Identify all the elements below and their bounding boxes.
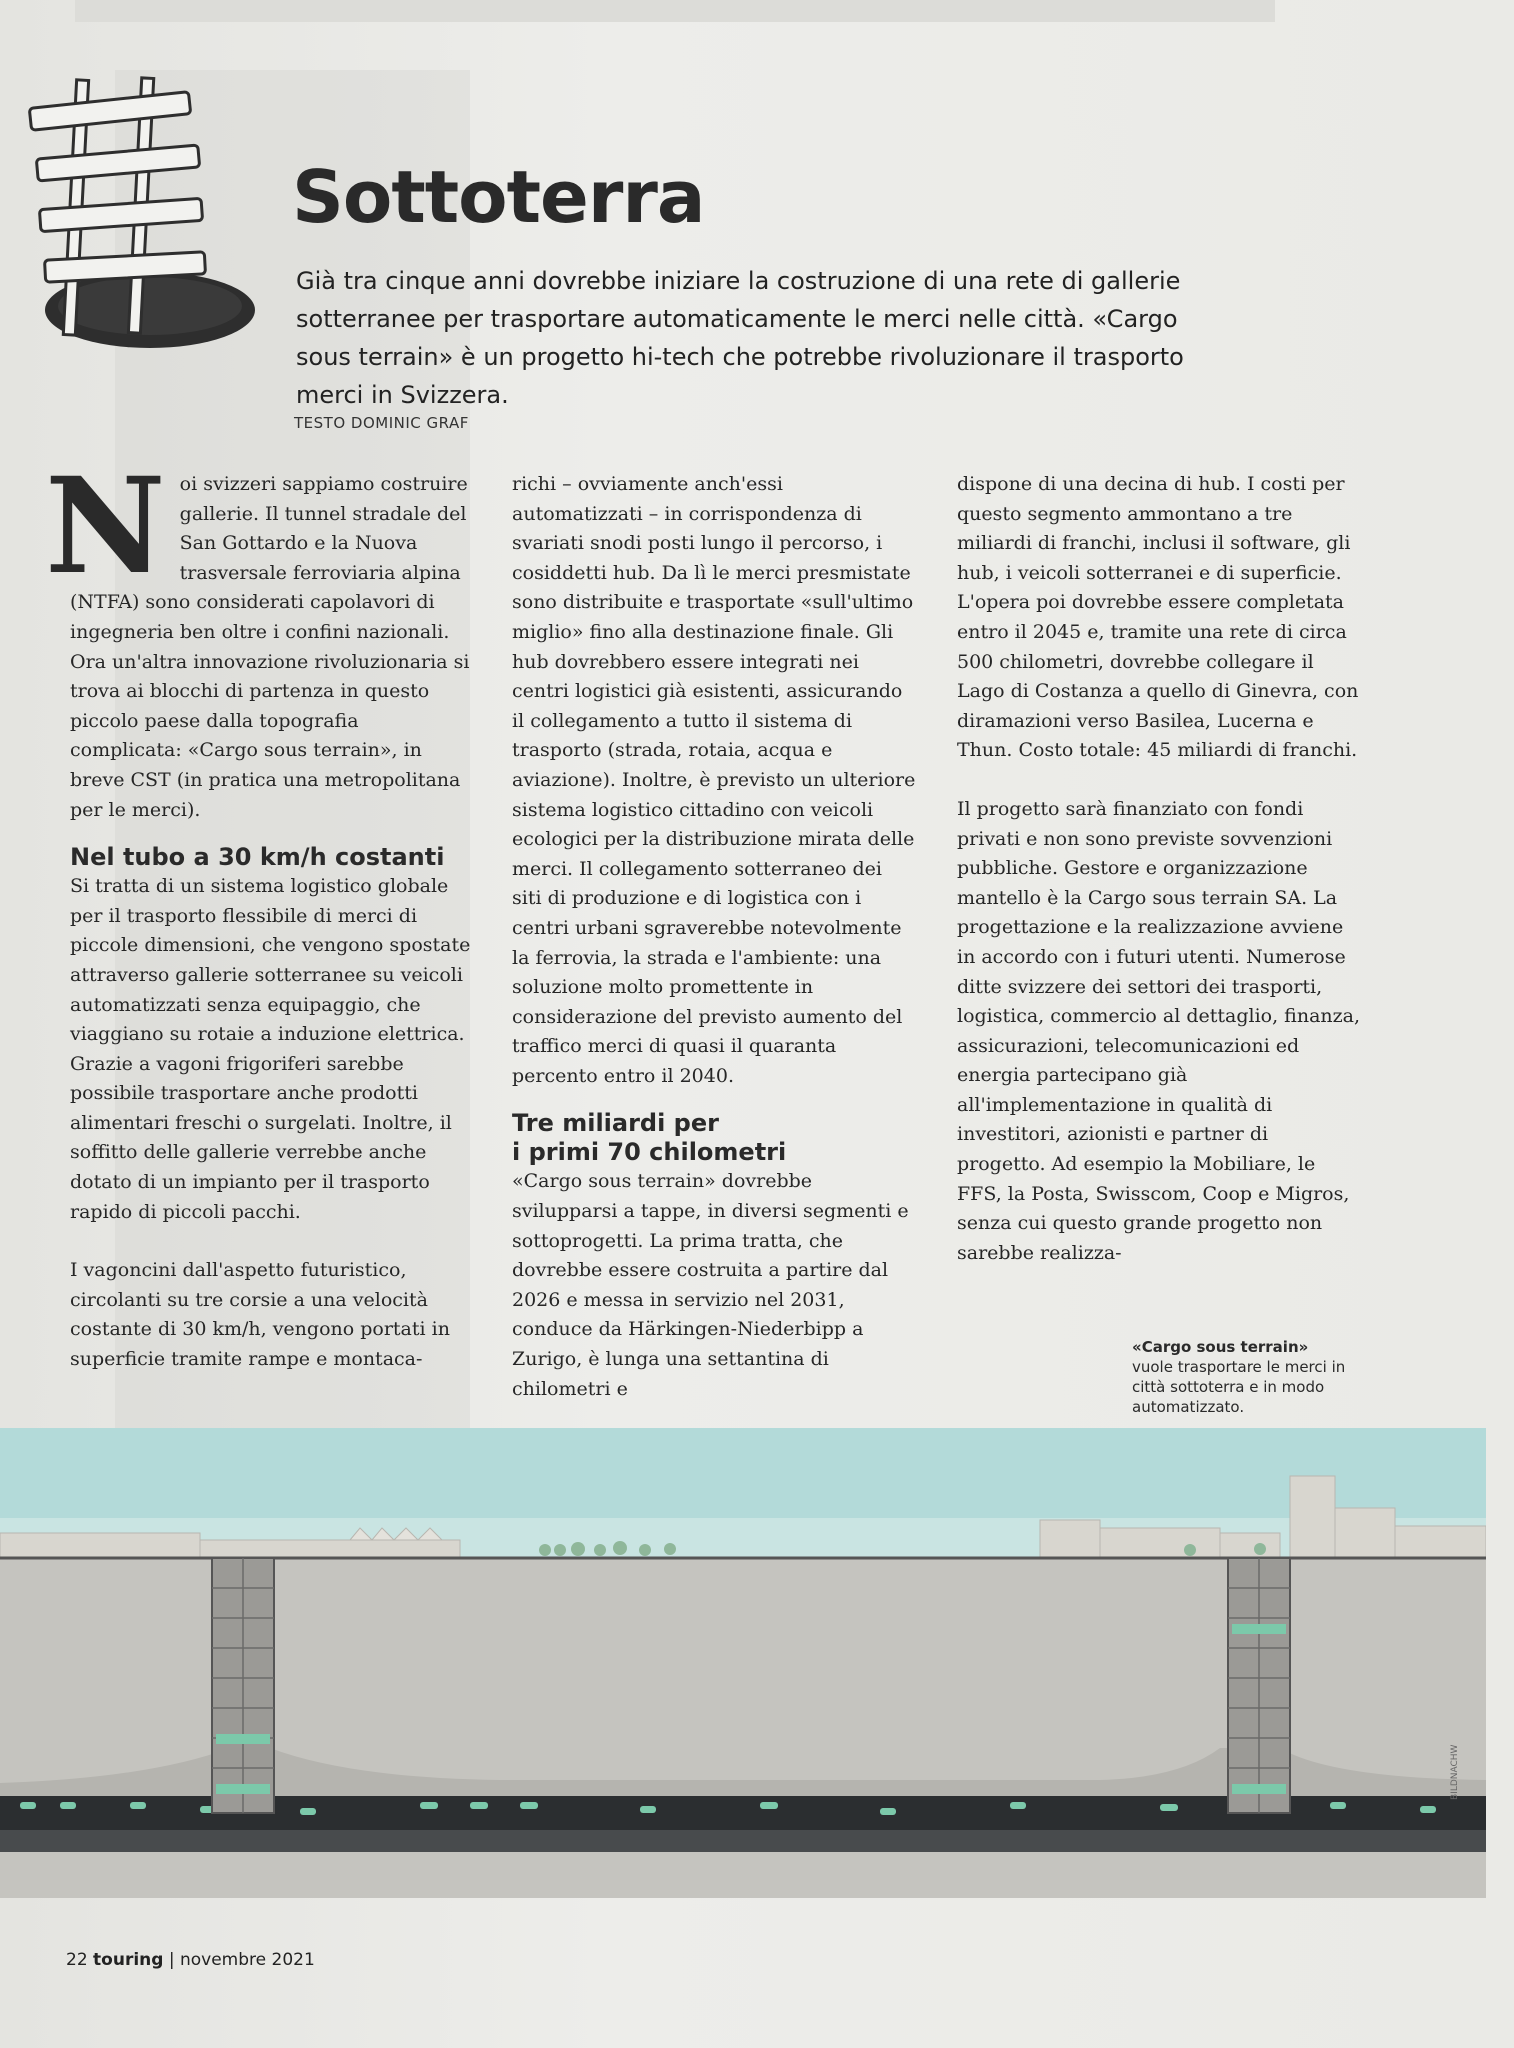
paragraph: richi – ovviamente anch'essi automatizzati – in corrispondenza di svariati snodi posti lungo il percorso, i cosiddetti hub. Da lì le merci presmistate sono distribuite e trasportate «sull'ultimo miglio» fino alla destinazione finale. Gli hub dovrebbero essere integrati nei centri logistici già esistenti, assicurando il collegamento a tutto il sistema di trasporto (strada, rotaia, acqua e aviazione). Inoltre, è previsto un ulteriore sistema logistico cittadino con veicoli ecologici per la distribuzione mirata delle merci. Il collegamento sotterraneo dei siti di produzione e di logistica con i centri urbani sgraverebbe notevolmente la ferrovia, la strada e l'ambiente: una soluzione molto promettente in considerazione del previsto aumento del traffico merci di quasi il quaranta percento entro il 2040.: [512, 473, 916, 1087]
photo-credit: BILDNACHW: [1450, 1744, 1460, 1800]
text-column-2: [512, 470, 917, 1404]
issue-date: novembre 2021: [179, 1950, 315, 1970]
caption-title: «Cargo sous terrain»: [1132, 1338, 1309, 1356]
paragraph: Il progetto sarà finanziato con fondi privati e non sono previste sovvenzioni pubbliche. Gestore e organizzazione mantello è la Cargo sous terrain SA. La progettazione e la realizzazione avviene in accordo con i futuri utenti. Numerose ditte svizzere dei settori dei trasporti, logistica, commercio al dettaglio, finanza, assicurazioni, telecomunicazioni ed energia partecipano già all'implementazione in qualità di investitori, azionisti e partner di progetto. Ad esempio la Mobiliare, le FFS, la Posta, Swisscom, Coop e Migros, senza cui questo grande progetto non sarebbe realizza-: [957, 797, 1361, 1264]
section-heading: [512, 1109, 917, 1167]
image-caption: [1132, 1337, 1352, 1417]
section-heading: Nel tubo a 30 km/h costanti: [70, 843, 445, 872]
page-footer: [66, 1950, 315, 1970]
article-lead: Già tra cinque anni dovrebbe iniziare la costruzione di una rete di gallerie sotterranee per trasportare automaticamente le merci nelle città. «Cargo sous terrain» è un progetto hi-tech che potrebbe rivoluzionare il trasporto merci in Svizzera.: [296, 267, 1184, 409]
rail-ladder-icon: [25, 70, 260, 360]
paragraph: [45, 449, 475, 825]
text-column-1: [45, 449, 475, 1375]
byline: TESTO DOMINIC GRAF: [294, 414, 469, 432]
paragraph: Si tratta di un sistema logistico globale per il trasporto flessibile di merci di piccole dimensioni, che vengono spostate attraverso gallerie sotterranee su veicoli automatizzati senza equipaggio, che viaggiano su rotaie a induzione elettrica. Grazie a vagoni frigoriferi sarebbe possibile trasportare anche prodotti alimentari freschi o surgelati. Inoltre, il soffitto delle gallerie verrebbe anche dotato di un impianto per il trasporto rapido di piccoli pacchi.: [70, 875, 471, 1223]
paragraph: I vagoncini dall'aspetto futuristico, circolanti su tre corsie a una velocità costante di 30 km/h, vengono portati in superficie tramite rampe e montaca-: [70, 1259, 450, 1371]
magazine-name: touring: [93, 1950, 164, 1970]
underground-tunnel-illustration: [0, 1428, 1486, 1898]
article-title: Sottoterra: [292, 155, 705, 239]
section-heading-line-2: i primi 70 chilometri: [512, 1138, 787, 1167]
page-number: 22: [66, 1950, 88, 1970]
previous-page-edge: [75, 0, 1275, 22]
drop-cap: N: [45, 449, 166, 604]
footer-separator: |: [168, 1950, 175, 1970]
caption-text: vuole trasportare le merci in città sottoterra e in modo automatizzato.: [1132, 1358, 1346, 1416]
paragraph: «Cargo sous terrain» dovrebbe svilupparsi a tappe, in diversi segmenti e sottoprogetti. La prima tratta, che dovrebbe essere costruita a partire dal 2026 e messa in servizio nel 2031, conduce da Härkingen-Niederbipp a Zurigo, è lunga una settantina di chilometri e: [512, 1170, 909, 1400]
paragraph: dispone di una decina di hub. I costi per questo segmento ammontano a tre miliardi di franchi, inclusi il software, gli hub, i veicoli sotterranei e di superficie. L'opera poi dovrebbe essere completata entro il 2045 e, tramite una rete di circa 500 chilometri, dovrebbe collegare il Lago di Costanza a quello di Ginevra, con diramazioni verso Basilea, Lucerna e Thun. Costo totale: 45 miliardi di franchi.: [957, 473, 1359, 762]
paragraph-text: oi svizzeri sappiamo costruire gallerie. Il tunnel stradale del San Gottardo e la Nuova trasversale ferroviaria alpina (NTFA) sono considerati capolavori di ingegneria ben oltre i confini nazionali. Ora un'altra innovazione rivoluzionaria si trova ai blocchi di partenza in questo piccolo paese dalla topografia complicata: «Cargo sous terrain», in breve CST (in pratica una metropolitana per le merci).: [70, 473, 470, 821]
section-heading-line-1: Tre miliardi per: [512, 1109, 719, 1138]
text-column-3: [957, 470, 1362, 1268]
